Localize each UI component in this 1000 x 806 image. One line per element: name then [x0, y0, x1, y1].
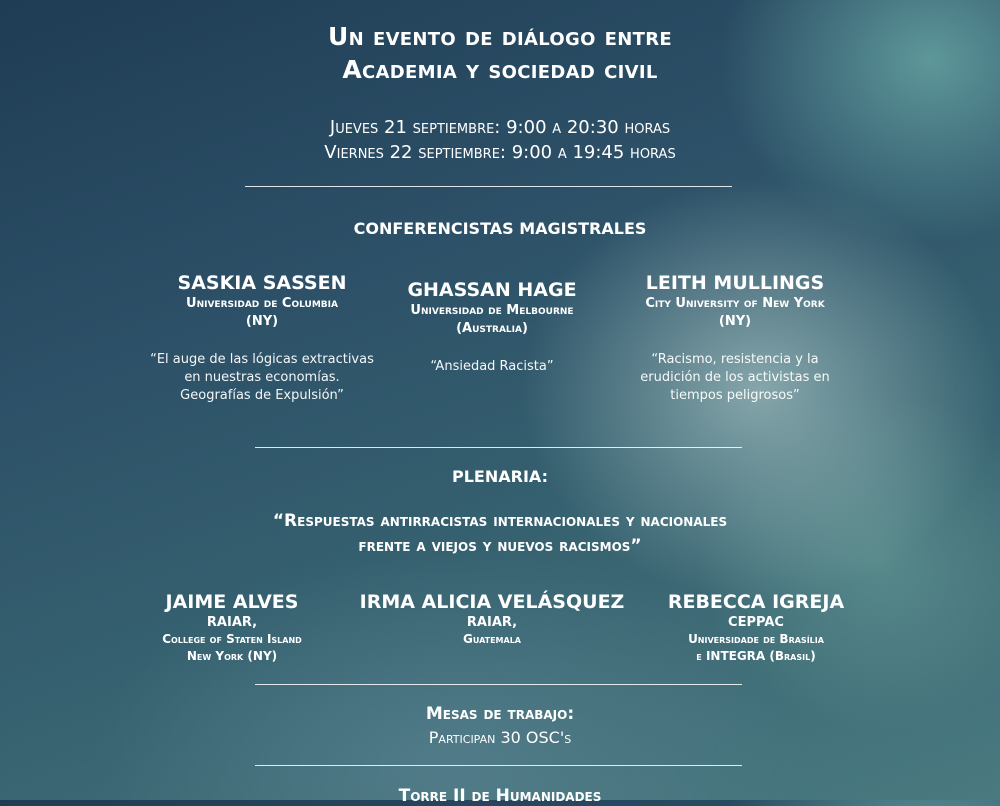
keynote-speaker-2: [352, 279, 632, 376]
plenary-speaker-2: [352, 591, 632, 648]
event-dates: [0, 115, 1000, 165]
talk-line: Geografías de Expulsión”: [180, 388, 344, 403]
speaker-affiliation: RAIAR,: [466, 615, 518, 630]
speaker-name: SASKIA SASSEN: [177, 272, 347, 294]
speaker-name: REBECCA IGREJA: [667, 591, 845, 613]
title-line-2: Academia y sociedad civil: [342, 55, 658, 84]
workshops-section: [0, 704, 1000, 747]
speaker-affiliation: e INTEGRA (Brasil): [696, 649, 816, 663]
speaker-affiliation: College of Staten Island: [162, 632, 302, 646]
speaker-name: LEITH MULLINGS: [645, 272, 825, 294]
speaker-institution: City University of New York: [645, 296, 825, 311]
plenary-speaker-1: [92, 591, 372, 665]
speaker-name: JAIME ALVES: [165, 591, 299, 613]
talk-line: erudición de los activistas en: [640, 370, 830, 385]
date-line-2: Viernes 22 septiembre: 9:00 a 19:45 horas: [324, 142, 676, 163]
plenary-title: [0, 509, 1000, 559]
talk-line: “Racismo, resistencia y la: [651, 352, 819, 367]
keynote-speaker-3: [595, 272, 875, 405]
speaker-affiliation: Universidade de Brasília: [688, 632, 824, 646]
speaker-location: (NY): [718, 314, 752, 329]
speaker-affiliation: CEPPAC: [728, 615, 784, 630]
plenary-label: PLENARIA:: [452, 467, 548, 486]
divider: [245, 186, 732, 187]
talk-line: “El auge de las lógicas extractivas: [150, 352, 374, 367]
speaker-institution: Universidad de Melbourne: [410, 303, 574, 318]
speaker-name: GHASSAN HAGE: [407, 279, 577, 301]
speaker-name: IRMA ALICIA VELÁSQUEZ: [359, 591, 625, 613]
title-line-1: Un evento de diálogo entre: [328, 22, 672, 51]
workshops-detail: Participan 30 OSC's: [428, 728, 572, 747]
talk-title: [595, 351, 875, 405]
divider: [255, 684, 742, 685]
talk-title: [352, 358, 632, 376]
talk-line: “Ansiedad Racista”: [430, 359, 554, 374]
plenary-speaker-3: [616, 591, 896, 665]
divider: [255, 447, 742, 448]
speaker-institution: Universidad de Columbia: [186, 296, 338, 311]
plenary-title-line-2: frente a viejos y nuevos racismos”: [358, 536, 642, 556]
event-title: [0, 20, 1000, 86]
venue-label: Torre II de Humanidades: [398, 786, 602, 806]
talk-line: tiempos peligrosos”: [670, 388, 800, 403]
talk-line: en nuestras economías.: [184, 370, 340, 385]
speaker-affiliation: RAIAR,: [206, 615, 258, 630]
speaker-location: (NY): [245, 314, 279, 329]
speaker-location: (Australia): [456, 321, 528, 336]
date-line-1: Jueves 21 septiembre: 9:00 a 20:30 horas: [329, 117, 671, 138]
speaker-affiliation: Guatemala: [462, 632, 522, 646]
speaker-affiliation: New York (NY): [186, 649, 278, 663]
divider: [255, 765, 742, 766]
keynotes-label: CONFERENCISTAS MAGISTRALES: [353, 219, 647, 238]
workshops-label: Mesas de trabajo:: [425, 704, 575, 724]
plenary-title-line-1: “Respuestas antirracistas internacionales y nacionales: [272, 511, 728, 531]
